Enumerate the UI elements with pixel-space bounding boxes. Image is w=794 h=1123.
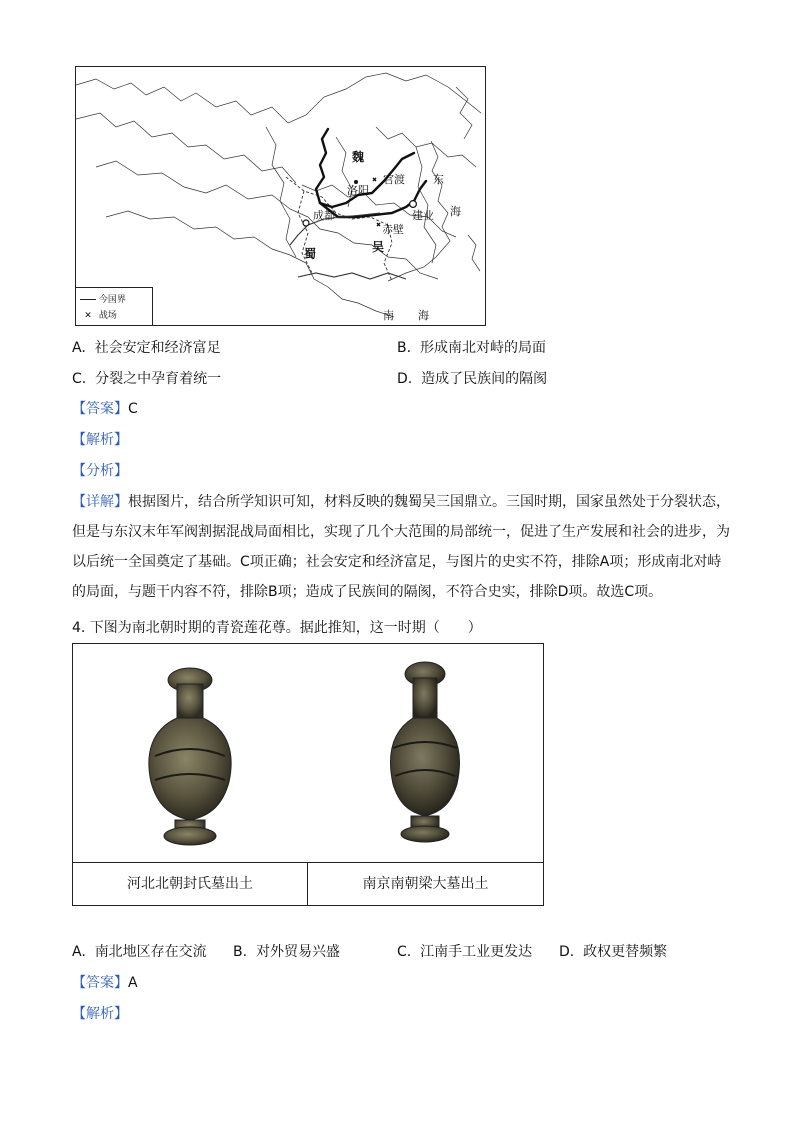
option-letter: A. (72, 944, 86, 960)
map-label-shu: 蜀 (304, 247, 317, 261)
option-text: 分裂之中孕育着统一 (95, 371, 222, 387)
option-letter: B. (397, 340, 412, 356)
answer-label: 【答案】 (72, 975, 128, 991)
q3-fenxi-label: 【分析】 (72, 463, 128, 479)
answer-label: 【答案】 (72, 401, 128, 417)
legend-border-row (80, 292, 126, 305)
map-label-luoyang: 洛阳 (347, 184, 369, 197)
q3-analysis-label: 【解析】 (72, 432, 128, 448)
q4-option-b[interactable] (233, 942, 340, 962)
map-label-chibi: 赤壁 (382, 223, 404, 236)
map-label-hai: 海 (450, 205, 461, 218)
option-text: 江南手工业更发达 (420, 944, 533, 960)
q4-figure-table (72, 643, 544, 906)
lotus-vase-icon (73, 644, 307, 862)
vase-photo-left (73, 644, 308, 862)
q3-option-d[interactable] (397, 369, 547, 389)
map-label-wu: 吴 (372, 240, 385, 254)
option-text: 政权更替频繁 (583, 944, 668, 960)
q3-option-c[interactable] (72, 369, 221, 389)
answer-value: A (128, 975, 138, 991)
option-text: 造成了民族间的隔阂 (421, 371, 548, 387)
legend-battle-label: 战场 (98, 311, 117, 321)
legend-battle-row (80, 308, 117, 321)
option-letter: D. (559, 944, 575, 960)
q4-analysis-label: 【解析】 (72, 1006, 128, 1022)
option-letter: D. (397, 371, 413, 387)
option-letter: C. (397, 944, 412, 960)
answer-value: C (128, 401, 138, 417)
battle-marker-icon: ✕ (84, 311, 92, 321)
q3-option-a[interactable] (72, 338, 221, 358)
detail-text: 根据图片，结合所学知识可知，材料反映的魏蜀吴三国鼎立。三国时期，国家虽然处于分裂状态，但是与东汉末年军阀割据混战局面相比，实现了几个大范围的局部统一，促进了生产发展和社会的进步，为以后统一全国奠定了基础。C项正确；社会安定和经济富足，与图片的史实不符，排除A项；形成南北对峙的局面，与题干内容不符，排除B项；造成了民族间的隔阂，不符合史实，排除D项。故选C项。 (72, 494, 730, 600)
option-text: 社会安定和经济富足 (94, 340, 221, 356)
map-label-guandu: 官渡 (383, 173, 405, 186)
caption-left: 河北北朝封氏墓出土 (73, 862, 308, 905)
option-text: 对外贸易兴盛 (255, 944, 340, 960)
q4-option-c[interactable] (397, 942, 532, 962)
q4-option-d[interactable] (559, 942, 667, 962)
map-label-nan: 南 (383, 309, 394, 322)
border-line-icon (80, 299, 96, 300)
q3-answer (72, 399, 138, 419)
map-label-jianye: 建业 (412, 209, 434, 222)
option-text: 南北地区存在交流 (94, 944, 207, 960)
map-legend (76, 287, 153, 325)
vase-photo-right (307, 644, 542, 862)
map-label-chengdu: 成都 (313, 209, 335, 222)
option-letter: B. (233, 944, 248, 960)
map-label-dong: 东 (433, 173, 444, 186)
detail-label: 【详解】 (72, 494, 128, 510)
q4-answer (72, 973, 138, 993)
q3-option-b[interactable] (397, 338, 546, 358)
legend-border-label: 今国界 (98, 295, 126, 305)
map-label-wei: 魏 (352, 150, 365, 164)
option-letter: C. (72, 371, 87, 387)
q3-detail (72, 487, 732, 607)
map-label-hai2: 海 (418, 309, 429, 322)
three-kingdoms-map (75, 66, 486, 326)
caption-right: 南京南朝梁大墓出土 (308, 862, 543, 905)
lotus-vase-icon (307, 644, 542, 862)
q4-option-a[interactable] (72, 942, 207, 962)
option-letter: A. (72, 340, 86, 356)
option-text: 形成南北对峙的局面 (419, 340, 546, 356)
q4-stem: 4. 下图为南北朝时期的青瓷莲花尊。据此推知，这一时期（ ） (72, 620, 482, 636)
